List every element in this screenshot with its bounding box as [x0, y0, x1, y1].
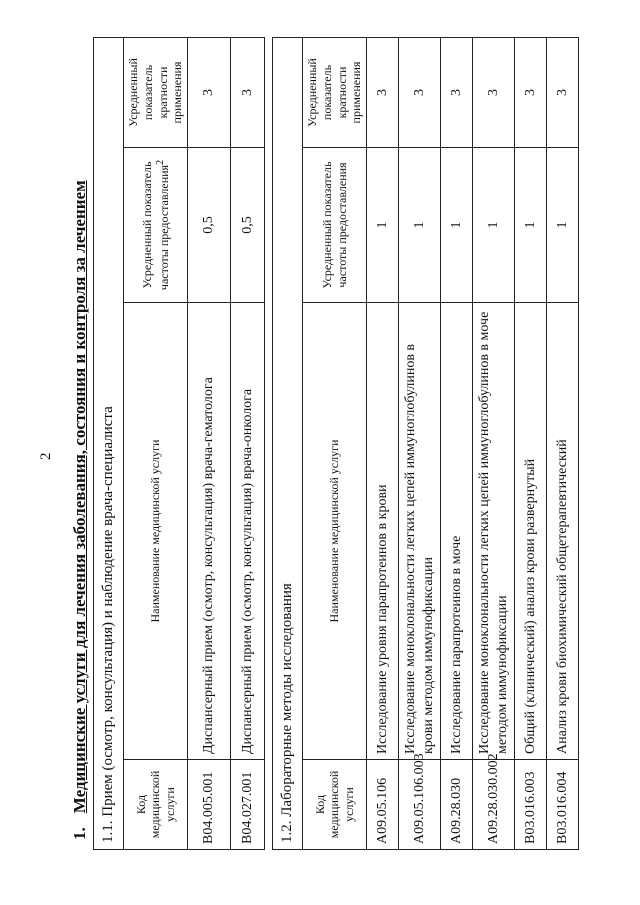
table-row — [399, 38, 441, 850]
multiplicity-value: 3 — [367, 38, 399, 148]
service-code: A09.28.030.002 — [473, 760, 515, 850]
table2-header-code: Код медицинской услуги — [303, 760, 367, 850]
table-laboratory-methods — [272, 37, 579, 850]
section-title — [70, 180, 90, 840]
service-code: B04.005.001 — [188, 760, 231, 850]
service-code: A09.05.106 — [367, 760, 399, 850]
service-name: Диспансерный прием (осмотр, консультация) врача-онколога — [231, 303, 265, 760]
section-number: 1. — [70, 827, 89, 840]
page-number: 2 — [38, 452, 54, 460]
table-consultations — [93, 37, 265, 850]
multiplicity-value: 3 — [515, 38, 547, 148]
service-name: Исследование парапротеинов в моче — [441, 303, 473, 760]
table1-caption: 1.1. Прием (осмотр, консультация) и наблюдение врача-специалиста — [94, 37, 124, 849]
table1-header-frequency-text: Усредненный показатель частоты предоставления — [139, 161, 171, 291]
table-row — [188, 37, 231, 849]
table2-header-frequency: Усредненный показатель частоты предоставления — [303, 148, 367, 303]
multiplicity-value: 3 — [547, 38, 579, 148]
multiplicity-value: 3 — [473, 38, 515, 148]
service-code: B03.016.004 — [547, 760, 579, 850]
table-row — [515, 38, 547, 850]
frequency-value: 0,5 — [231, 148, 265, 303]
multiplicity-value: 3 — [231, 37, 265, 147]
service-name: Исследование моноклональности легких цепей иммуноглобулинов в моче методом иммунофиксации — [473, 303, 515, 760]
service-code: A09.05.106.003 — [399, 760, 441, 850]
table-row — [473, 38, 515, 850]
service-name: Общий (клинический) анализ крови развернутый — [515, 303, 547, 760]
section-title-text: Медицинские услуги для лечения заболевания, состояния и контроля за лечением — [70, 180, 89, 814]
service-name: Исследование уровня парапротеинов в крови — [367, 303, 399, 760]
multiplicity-value: 3 — [399, 38, 441, 148]
service-name: Диспансерный прием (осмотр, консультация) врача-гематолога — [188, 303, 231, 760]
frequency-value: 1 — [399, 148, 441, 303]
table-row — [231, 37, 265, 849]
frequency-value: 1 — [473, 148, 515, 303]
table2-header-name: Наименование медицинской услуги — [303, 303, 367, 760]
service-name: Анализ крови биохимический общетерапевтический — [547, 303, 579, 760]
footnote-marker: 2 — [154, 159, 166, 165]
table1-header-name: Наименование медицинской услуги — [124, 303, 188, 760]
table1-header-code: Код медицинской услуги — [124, 760, 188, 850]
service-code: B03.016.003 — [515, 760, 547, 850]
table1-header-multiplicity: Усредненный показатель кратности применения — [124, 37, 188, 147]
table-row — [367, 38, 399, 850]
service-code: A09.28.030 — [441, 760, 473, 850]
frequency-value: 1 — [441, 148, 473, 303]
frequency-value: 1 — [367, 148, 399, 303]
multiplicity-value: 3 — [441, 38, 473, 148]
frequency-value: 1 — [547, 148, 579, 303]
table2-caption: 1.2. Лабораторные методы исследования — [273, 38, 303, 850]
frequency-value: 0,5 — [188, 148, 231, 303]
table-row — [441, 38, 473, 850]
table1-header-frequency — [124, 148, 188, 303]
table-row — [547, 38, 579, 850]
multiplicity-value: 3 — [188, 37, 231, 147]
table2-header-multiplicity: Усредненный показатель кратности применения — [303, 38, 367, 148]
service-name: Исследование моноклональности легких цепей иммуноглобулинов в крови методом иммунофиксации — [399, 303, 441, 760]
frequency-value: 1 — [515, 148, 547, 303]
service-code: B04.027.001 — [231, 760, 265, 850]
